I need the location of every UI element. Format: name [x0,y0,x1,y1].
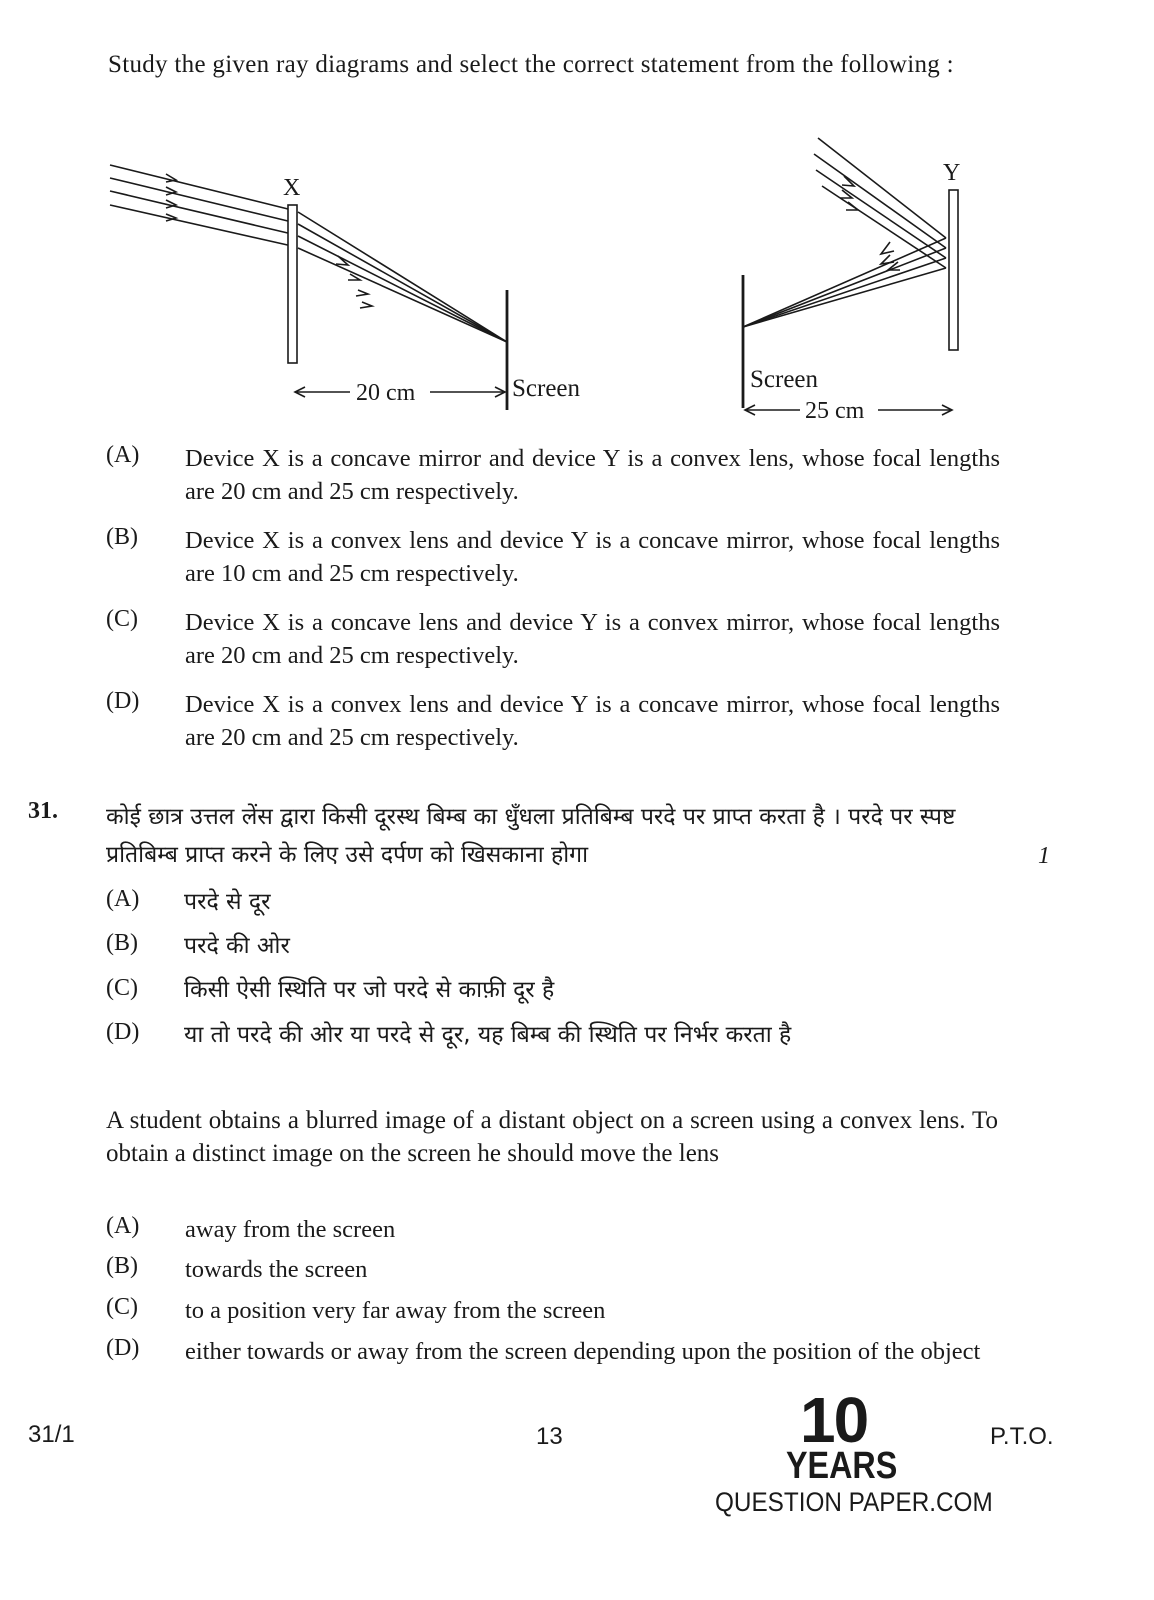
option-text: परदे की ओर [184,933,290,959]
option-label: (D) [106,1019,140,1045]
option-text: Device X is a concave mirror and device Y is a convex lens, whose focal lengths are 20 cm and 25 cm respectively. [185,445,1000,505]
watermark-site: QUESTION PAPER.COM [715,1487,993,1517]
right-screen-label: Screen [750,366,819,393]
device-x-label: X [283,175,301,201]
left-screen-label: Screen [512,375,581,402]
option-text: towards the screen [185,1256,368,1283]
watermark-number: 10 [800,1384,868,1456]
question-number: 31. [28,798,58,824]
watermark-years: YEARS [786,1445,898,1487]
page-number: 13 [536,1423,563,1450]
question-intro: Study the given ray diagrams and select the correct statement from the following : [108,51,954,78]
option-text: either towards or away from the screen depending upon the position of the object [185,1338,981,1365]
option-label: (D) [106,688,140,714]
option-label: (B) [106,1253,138,1279]
option-text: Device X is a convex lens and device Y is a concave mirror, whose focal lengths are 10 cm and 25 cm respectively. [185,527,1000,587]
hindi-question: कोई छात्र उत्तल लेंस द्वारा किसी दूरस्थ बिम्ब का धुँधला प्रतिबिम्ब परदे पर प्राप्त करता है । परदे पर स्पष्ट प्रतिबिम्ब प्राप्त करने के लिए उसे दर्पण को खिसकाना होगा [106,804,956,868]
device-y-label: Y [943,160,961,186]
english-question: A student obtains a blurred image of a distant object on a screen using a convex lens. To obtain a distinct image on the screen he should move the lens [106,1107,998,1167]
option-text: परदे से दूर [184,889,271,915]
option-label: (C) [106,975,138,1001]
option-label: (D) [106,1335,140,1361]
option-text: away from the screen [185,1216,396,1243]
right-distance-label: 25 cm [805,398,865,424]
option-label: (A) [106,886,140,912]
option-text: किसी ऐसी स्थिति पर जो परदे से काफ़ी दूर है [184,977,555,1003]
pto-label: P.T.O. [990,1423,1054,1450]
ray-diagram [100,130,1000,430]
option-label: (A) [106,442,140,468]
option-label: (B) [106,930,138,956]
option-text: to a position very far away from the screen [185,1297,606,1324]
option-label: (C) [106,1294,138,1320]
option-text: या तो परदे की ओर या परदे से दूर, यह बिम्ब की स्थिति पर निर्भर करता है [184,1022,792,1048]
option-text: Device X is a concave lens and device Y is a convex mirror, whose focal lengths are 20 cm and 25 cm respectively. [185,609,1000,669]
option-label: (A) [106,1213,140,1239]
left-distance-label: 20 cm [356,380,416,406]
paper-code: 31/1 [28,1421,75,1448]
option-text: Device X is a convex lens and device Y is a concave mirror, whose focal lengths are 20 cm and 25 cm respectively. [185,691,1000,751]
marks: 1 [1038,843,1050,869]
option-label: (C) [106,606,138,632]
option-label: (B) [106,524,138,550]
